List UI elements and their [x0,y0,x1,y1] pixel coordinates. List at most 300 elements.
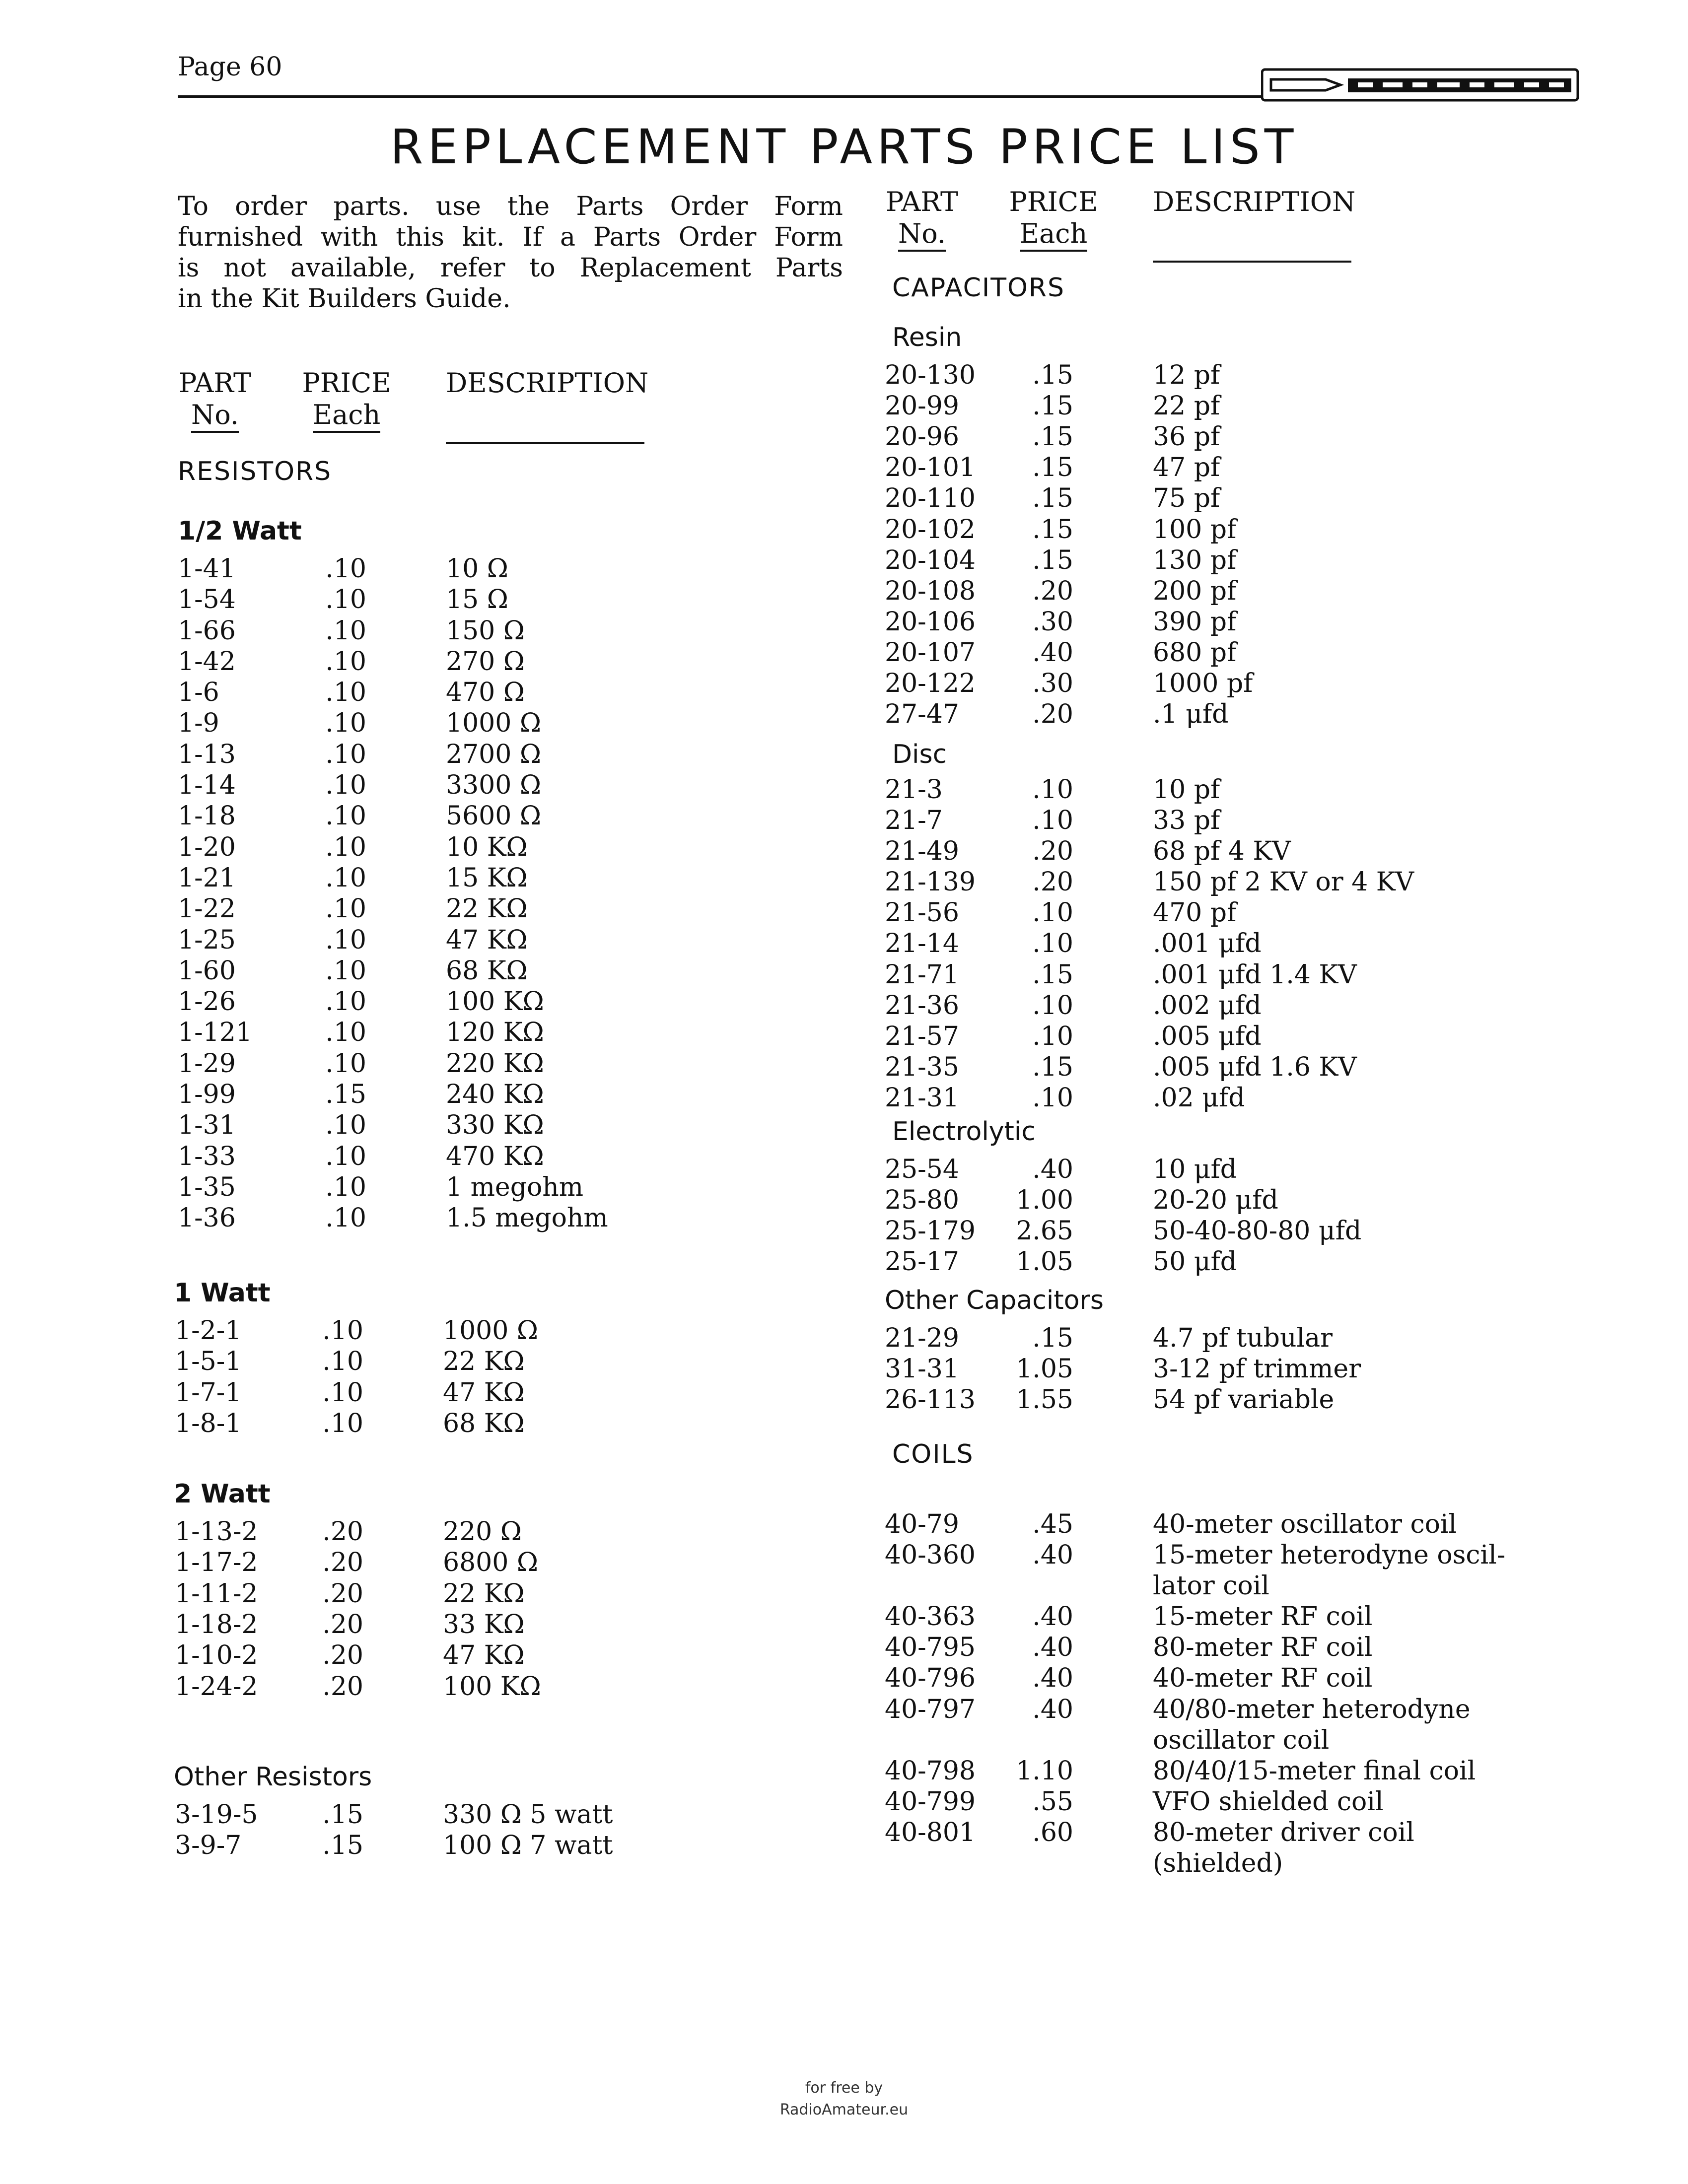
brand-logo-icon [1261,65,1579,105]
price: .15 [1032,515,1073,545]
intro-word: this [396,222,444,252]
part-number: 20-106 [885,607,976,637]
price: .20 [1032,836,1073,866]
parts-row [885,391,1629,421]
footer-line-2: RadioAmateur.eu [779,2101,909,2118]
part-number: 1-54 [178,585,236,614]
part-number: 40-801 [885,1818,976,1847]
price: .10 [325,925,366,955]
description: 5600 Ω [446,801,541,831]
parts-row [178,646,922,677]
price: .40 [1032,638,1073,668]
description: 3-12 pf trimmer [1153,1354,1361,1384]
part-number: 40-79 [885,1509,959,1539]
parts-row [885,1021,1629,1052]
description: 50-40-80-80 μfd [1153,1216,1362,1246]
parts-row [178,925,922,956]
price: .15 [1032,422,1073,452]
description: 40/80-meter heterodyne [1153,1695,1471,1724]
parts-row [885,1052,1629,1083]
description-continued: oscillator coil [1153,1725,1330,1755]
parts-row [885,421,1629,452]
part-number: 40-798 [885,1756,976,1786]
price: .10 [325,770,366,800]
description: 40-meter RF coil [1153,1663,1373,1693]
price: .10 [1032,775,1073,805]
parts-row [885,545,1629,576]
parts-row [885,1694,1629,1725]
parts-row [175,1377,919,1408]
parts-row [885,1540,1629,1570]
description: 200 pf [1153,576,1237,606]
part-number: 1-42 [178,647,236,677]
parts-row [175,1516,919,1547]
description: 10 pf [1153,775,1220,805]
intro-word: To [178,192,209,221]
parts-row [178,615,922,646]
description: 100 Ω 7 watt [443,1831,613,1860]
description: 2700 Ω [446,740,541,769]
price: .20 [1032,867,1073,897]
description: .02 μfd [1153,1083,1245,1113]
description: 330 Ω 5 watt [443,1800,613,1830]
part-number: 21-3 [885,775,943,805]
description: 1 megohm [446,1172,584,1202]
parts-row [885,1216,1629,1246]
parts-row [178,708,922,739]
description: 68 KΩ [446,956,528,986]
intro-word: Parts [593,222,661,252]
parts-row [885,483,1629,514]
price: 1.10 [1016,1756,1073,1786]
price: .10 [325,1110,366,1140]
part-number: 40-360 [885,1540,976,1570]
description: 330 KΩ [446,1110,544,1140]
subsection-one-watt: 1 Watt [174,1278,271,1308]
description: 470 Ω [446,678,525,707]
description: 22 KΩ [446,894,528,924]
description: 15-meter RF coil [1153,1602,1373,1632]
description: 47 pf [1153,453,1220,482]
parts-row [175,1315,919,1346]
parts-row [178,584,922,615]
parts-row [178,1172,922,1203]
intro-line [178,191,843,222]
part-number: 26-113 [885,1385,976,1415]
parts-row [178,893,922,924]
price: .40 [1032,1155,1073,1184]
parts-row [178,1048,922,1079]
parts-row [885,452,1629,483]
part-number: 21-49 [885,836,959,866]
page-title: REPLACEMENT PARTS PRICE LIST [390,119,1298,175]
parts-row [178,956,922,986]
description: 150 Ω [446,616,525,646]
description: 130 pf [1153,546,1237,575]
part-number: 20-104 [885,546,976,575]
part-number: 40-797 [885,1695,976,1724]
subsection-two-watt: 2 Watt [174,1479,271,1509]
parts-row [178,1203,922,1233]
intro-line [178,283,843,314]
price: .60 [1032,1818,1073,1847]
parts-row [175,1830,919,1861]
parts-row [885,360,1629,391]
part-number: 20-107 [885,638,976,668]
parts-row [175,1609,919,1640]
price: .20 [322,1672,363,1702]
price: .10 [325,554,366,584]
intro-word: Parts [775,253,843,283]
price: .40 [1032,1633,1073,1662]
parts-row [885,897,1629,928]
price: 1.55 [1016,1385,1073,1415]
description: 50 μfd [1153,1247,1237,1277]
part-number: 1-17-2 [175,1548,258,1577]
part-number: 25-17 [885,1247,959,1277]
description: 75 pf [1153,483,1220,513]
description: 4.7 pf tubular [1153,1323,1333,1353]
parts-row [885,1786,1629,1817]
parts-row [178,553,922,584]
price: .20 [322,1579,363,1609]
subsection-electrolytic: Electrolytic [892,1117,1036,1147]
intro-word: Order [670,192,748,221]
part-number: 20-102 [885,515,976,545]
price: .15 [1032,360,1073,390]
subsection-half-watt: 1/2 Watt [178,516,302,546]
parts-row [885,1246,1629,1277]
description: 240 KΩ [446,1080,544,1109]
part-number: 1-6 [178,678,219,707]
part-number: 1-18 [178,801,236,831]
intro-text [178,191,843,314]
price: .10 [325,894,366,924]
parts-row [178,986,922,1017]
parts-row [175,1346,919,1377]
intro-word: kit. [462,222,505,252]
description: 150 pf 2 KV or 4 KV [1153,867,1414,897]
col-price-label: PRICE [1009,186,1098,217]
price: .10 [325,678,366,707]
parts-row [885,699,1629,730]
description: 15 KΩ [446,863,528,893]
price: .10 [1032,929,1073,958]
col-each-label: Each [313,399,381,433]
subsection-other-resistors: Other Resistors [174,1762,372,1792]
part-number: 1-121 [178,1018,252,1047]
parts-row [885,1185,1629,1216]
description: 80/40/15-meter final coil [1153,1756,1476,1786]
price: .10 [325,987,366,1017]
description: 68 KΩ [443,1409,525,1438]
intro-word: the [507,192,550,221]
part-number: 1-29 [178,1049,236,1079]
price: .10 [325,740,366,769]
intro-word: order [235,192,307,221]
parts-row [885,1756,1629,1786]
description: 680 pf [1153,638,1237,668]
price: .30 [1032,669,1073,698]
part-number: 1-22 [178,894,236,924]
part-number: 21-29 [885,1323,959,1353]
parts-row [885,990,1629,1021]
col-description-rule [1153,261,1351,263]
description: 22 KΩ [443,1579,525,1609]
parts-row [175,1578,919,1609]
parts-row-continuation [885,1725,1629,1756]
description: 1.5 megohm [446,1203,608,1233]
description: 220 Ω [443,1517,522,1547]
part-number: 1-99 [178,1080,236,1109]
part-number: 1-36 [178,1203,236,1233]
price: .30 [1032,607,1073,637]
parts-row [178,739,922,770]
description: 10 μfd [1153,1155,1237,1184]
parts-row [885,1509,1629,1540]
part-number: 1-35 [178,1172,236,1202]
price: .20 [1032,699,1073,729]
price: .20 [322,1548,363,1577]
parts-row-continuation [885,1570,1629,1601]
col-description-label: DESCRIPTION [446,367,649,399]
description: 390 pf [1153,607,1237,637]
description: VFO shielded coil [1153,1787,1384,1817]
price: .10 [1032,898,1073,928]
intro-word: is [178,253,200,283]
price: .15 [1032,483,1073,513]
price: .10 [325,708,366,738]
col-price-label: PRICE [302,367,391,399]
price: .10 [325,863,366,893]
part-number: 21-14 [885,929,959,958]
intro-word: in the Kit Builders Guide. [178,284,511,314]
part-number: 3-19-5 [175,1800,258,1830]
part-number: 20-96 [885,422,959,452]
col-description-rule [446,442,644,444]
intro-word: refer [440,253,505,283]
description: 15 Ω [446,585,508,614]
parts-row [178,832,922,863]
price: .20 [1032,576,1073,606]
description: 12 pf [1153,360,1220,390]
price: .10 [322,1409,363,1438]
section-coils: COILS [892,1439,974,1469]
part-number: 21-71 [885,960,959,990]
part-number: 1-20 [178,832,236,862]
description: 100 KΩ [446,987,544,1017]
part-number: 1-13-2 [175,1517,258,1547]
description: 47 KΩ [443,1378,525,1408]
description: 10 Ω [446,554,508,584]
part-number: 21-56 [885,898,959,928]
part-number: 20-101 [885,453,976,482]
parts-row [885,1154,1629,1185]
description-continued: lator coil [1153,1571,1269,1601]
price: .20 [322,1517,363,1547]
price: .10 [325,1172,366,1202]
intro-word: not [223,253,267,283]
intro-word: furnished [178,222,303,252]
intro-word: to [529,253,556,283]
intro-word: Replacement [579,253,751,283]
part-number: 40-799 [885,1787,976,1817]
parts-row [885,637,1629,668]
parts-row [885,1323,1629,1354]
parts-row [885,774,1629,805]
price: .15 [1032,1052,1073,1082]
description: 220 KΩ [446,1049,544,1079]
parts-row [178,677,922,708]
parts-row [175,1547,919,1578]
price: .10 [1032,1022,1073,1051]
part-number: 40-796 [885,1663,976,1693]
parts-row [178,1079,922,1110]
part-number: 21-139 [885,867,976,897]
price: .15 [325,1080,366,1109]
col-description-label: DESCRIPTION [1153,186,1356,217]
description: 22 pf [1153,391,1220,421]
col-part-label: PART [885,186,959,217]
intro-line [178,253,843,283]
price: .45 [1032,1509,1073,1539]
description: 270 Ω [446,647,525,677]
part-number: 20-122 [885,669,976,698]
price: .10 [322,1378,363,1408]
description: 20-20 μfd [1153,1185,1278,1215]
part-number: 1-11-2 [175,1579,258,1609]
parts-row [885,805,1629,836]
parts-row [885,668,1629,699]
part-number: 21-31 [885,1083,959,1113]
parts-row [178,770,922,801]
parts-row [885,867,1629,897]
price: .15 [1032,546,1073,575]
part-number: 21-35 [885,1052,959,1082]
description: 1000 Ω [443,1316,538,1346]
parts-row [885,1601,1629,1632]
parts-row [178,1141,922,1172]
price: .40 [1032,1602,1073,1632]
description: 33 pf [1153,806,1220,835]
part-number: 40-363 [885,1602,976,1632]
parts-row [885,1632,1629,1663]
part-number: 25-80 [885,1185,959,1215]
intro-word: If [522,222,543,252]
price: .15 [1032,391,1073,421]
subsection-disc: Disc [892,740,947,769]
price: 2.65 [1016,1216,1073,1246]
part-number: 1-33 [178,1142,236,1171]
description: 6800 Ω [443,1548,538,1577]
part-number: 1-2-1 [175,1316,242,1346]
description: 470 pf [1153,898,1237,928]
part-number: 1-7-1 [175,1378,242,1408]
price: .10 [1032,1083,1073,1113]
parts-row [175,1408,919,1439]
parts-row [175,1671,919,1702]
part-number: 1-21 [178,863,236,893]
price: .10 [325,616,366,646]
price: .15 [1032,1323,1073,1353]
description: 68 pf 4 KV [1153,836,1291,866]
parts-row [885,1663,1629,1694]
parts-row [885,1817,1629,1848]
price: 1.05 [1016,1354,1073,1384]
parts-row [885,576,1629,607]
intro-word: Form [774,192,843,221]
price: .15 [1032,960,1073,990]
description: .001 μfd 1.4 KV [1153,960,1357,990]
intro-word: use [435,192,481,221]
description: 3300 Ω [446,770,541,800]
part-number: 1-24-2 [175,1672,258,1702]
col-part-label: PART [178,367,252,399]
price: .10 [325,956,366,986]
parts-row-continuation [885,1848,1629,1879]
parts-row [885,836,1629,867]
part-number: 20-130 [885,360,976,390]
part-number: 3-9-7 [175,1831,242,1860]
price: .15 [322,1800,363,1830]
parts-row [885,514,1629,545]
part-number: 1-13 [178,740,236,769]
price: .10 [325,585,366,614]
part-number: 1-41 [178,554,236,584]
part-number: 1-18-2 [175,1610,258,1639]
price: .10 [325,801,366,831]
price: .20 [322,1640,363,1670]
price: .40 [1032,1540,1073,1570]
col-each-label: Each [1020,218,1088,252]
parts-row [885,1384,1629,1415]
description: 54 pf variable [1153,1385,1335,1415]
subsection-resin: Resin [892,323,962,352]
parts-row [885,1354,1629,1384]
price: 1.00 [1016,1185,1073,1215]
price: .10 [325,1049,366,1079]
description-continued: (shielded) [1153,1848,1283,1878]
intro-word: Parts [576,192,644,221]
part-number: 1-66 [178,616,236,646]
section-capacitors: CAPACITORS [892,273,1065,303]
parts-row [178,1110,922,1141]
parts-row [178,1017,922,1048]
description: 40-meter oscillator coil [1153,1509,1457,1539]
price: .15 [322,1831,363,1860]
price: .40 [1032,1695,1073,1724]
parts-row [885,1083,1629,1113]
description: 80-meter RF coil [1153,1633,1373,1662]
description: .002 μfd [1153,991,1262,1021]
description: 100 KΩ [443,1672,541,1702]
col-no-label: No. [898,218,946,252]
description: 100 pf [1153,515,1237,545]
description: .005 μfd [1153,1022,1262,1051]
description: 80-meter driver coil [1153,1818,1414,1847]
intro-line [178,222,843,253]
section-resistors: RESISTORS [178,457,332,486]
description: 120 KΩ [446,1018,544,1047]
price: .15 [1032,453,1073,482]
price: .55 [1032,1787,1073,1817]
part-number: 1-14 [178,770,236,800]
intro-word: parts. [333,192,410,221]
price: .10 [1032,991,1073,1021]
parts-row [885,607,1629,637]
part-number: 21-57 [885,1022,959,1051]
description: .001 μfd [1153,929,1262,958]
